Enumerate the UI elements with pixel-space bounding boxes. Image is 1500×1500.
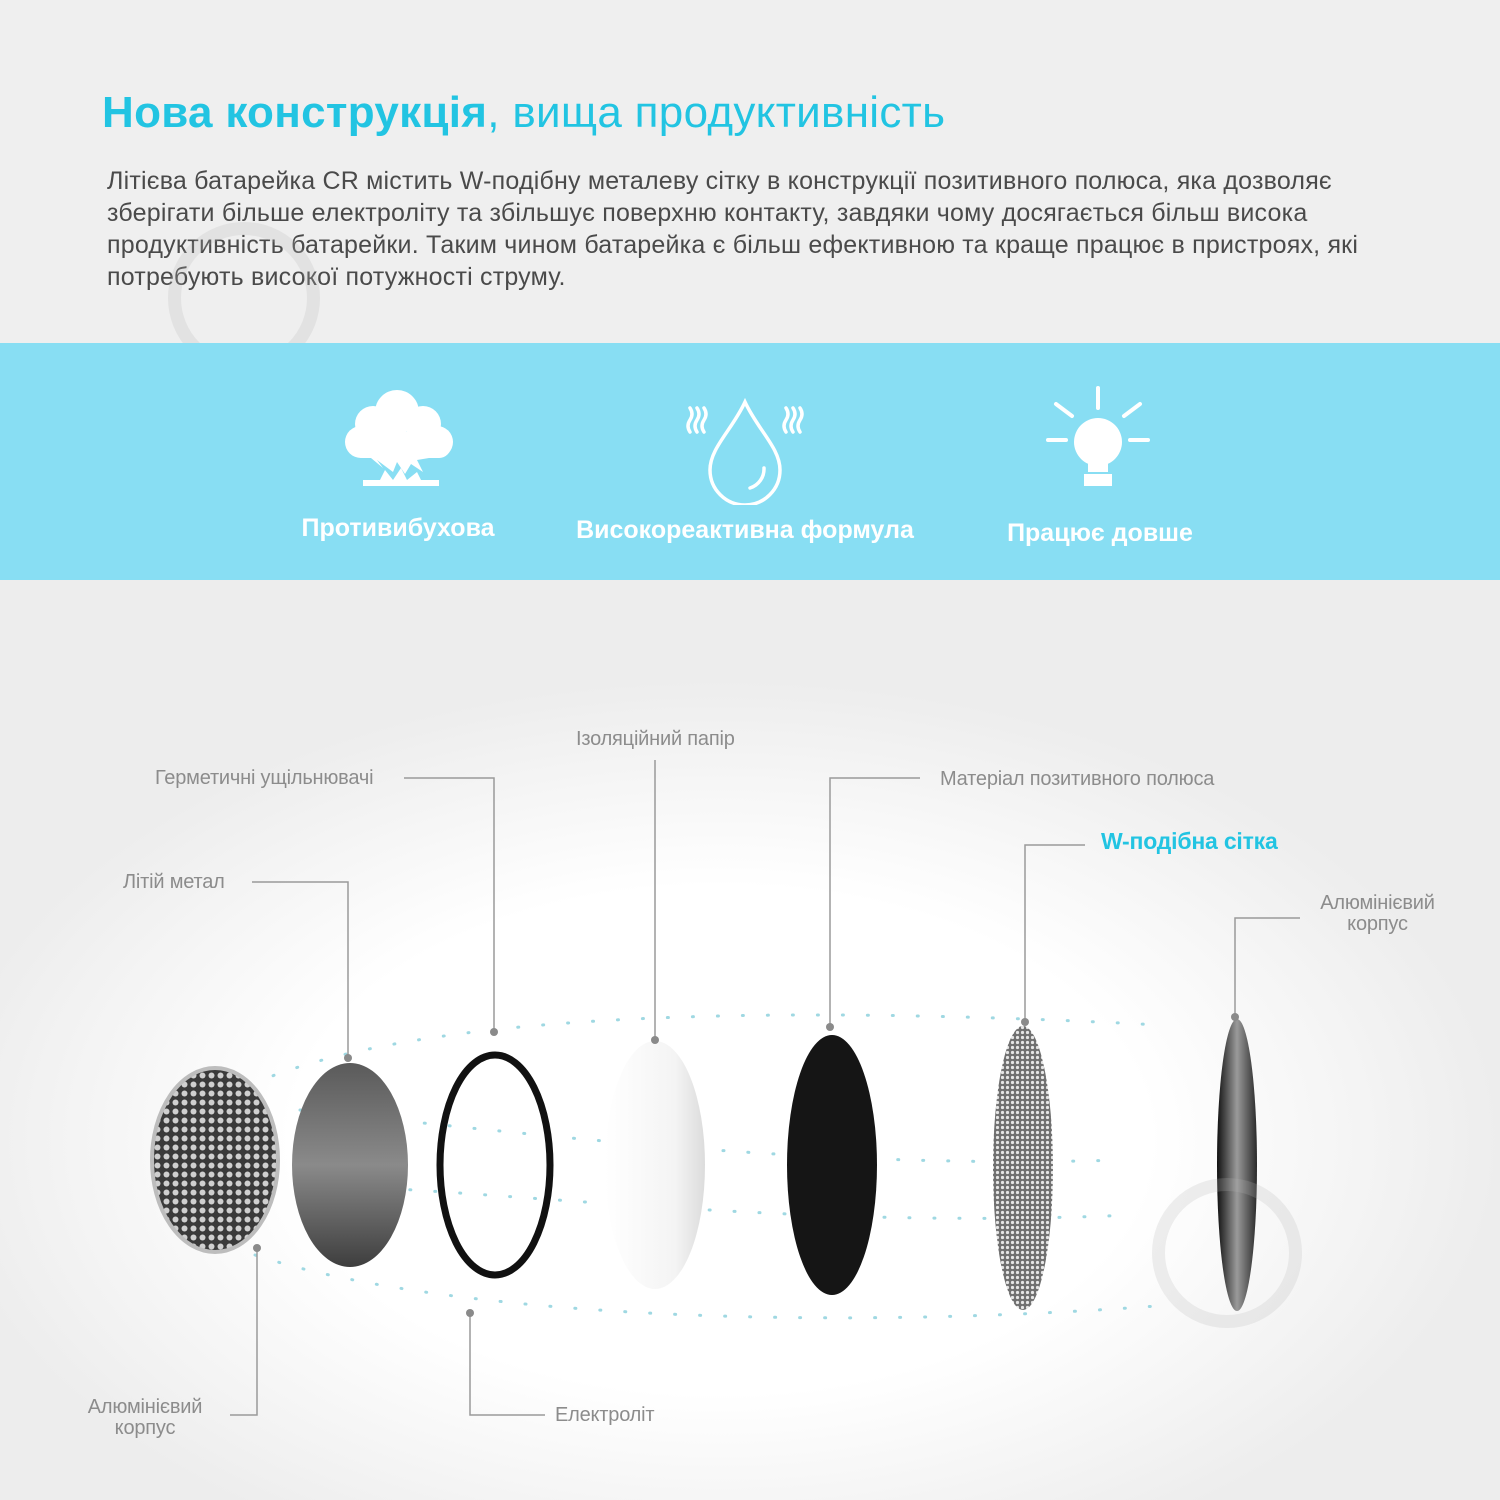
cathode-material-disc [787, 1035, 877, 1295]
description-text: Літієва батарейка CR містить W-подібну металеву сітку в конструкції позитивного полюса, яка дозволяє зберігати більше електроліту та збільшує поверхню контакту, завдяки чому досягається більш висока продуктивність батарейки. Таким чином батарейка є більш ефективною та краще працює в пристроях, які потребують високої потужності струму. [107, 167, 1359, 291]
title-rest: , вища продуктивність [487, 88, 946, 137]
lithium-metal-disc [292, 1063, 408, 1267]
label-case-left [70, 1397, 220, 1439]
label-sealants: Герметичні ущільнювачі [155, 767, 374, 789]
title-strong: Нова конструкція [102, 88, 488, 137]
feature-label-explosion: Противибухова [301, 514, 495, 542]
sealant-ring [440, 1055, 550, 1275]
w-mesh-disc [993, 1026, 1053, 1310]
label-case-left-line1: Алюмінієвий [87, 1396, 203, 1418]
label-case-left-line2: корпус [114, 1417, 176, 1439]
insulation-paper-disc [605, 1041, 705, 1289]
label-case-right-line2: корпус [1347, 913, 1408, 935]
label-case-right-line1: Алюмінієвий [1320, 892, 1435, 914]
watermark-logo-icon [1152, 1178, 1302, 1328]
feature-label-longer: Працює довше [1007, 519, 1193, 547]
aluminium-case-left [152, 1068, 278, 1252]
label-lithium: Літій метал [123, 871, 225, 893]
feature-label-formula: Високореактивна формула [576, 516, 914, 544]
label-case-right [1300, 893, 1455, 935]
label-electrolyte: Електроліт [555, 1404, 655, 1426]
label-mesh: W-подібна сітка [1101, 828, 1278, 854]
label-insulation: Ізоляційний папір [576, 728, 735, 750]
label-cathode: Матеріал позитивного полюса [940, 768, 1215, 790]
leader-lines [230, 760, 1300, 1415]
